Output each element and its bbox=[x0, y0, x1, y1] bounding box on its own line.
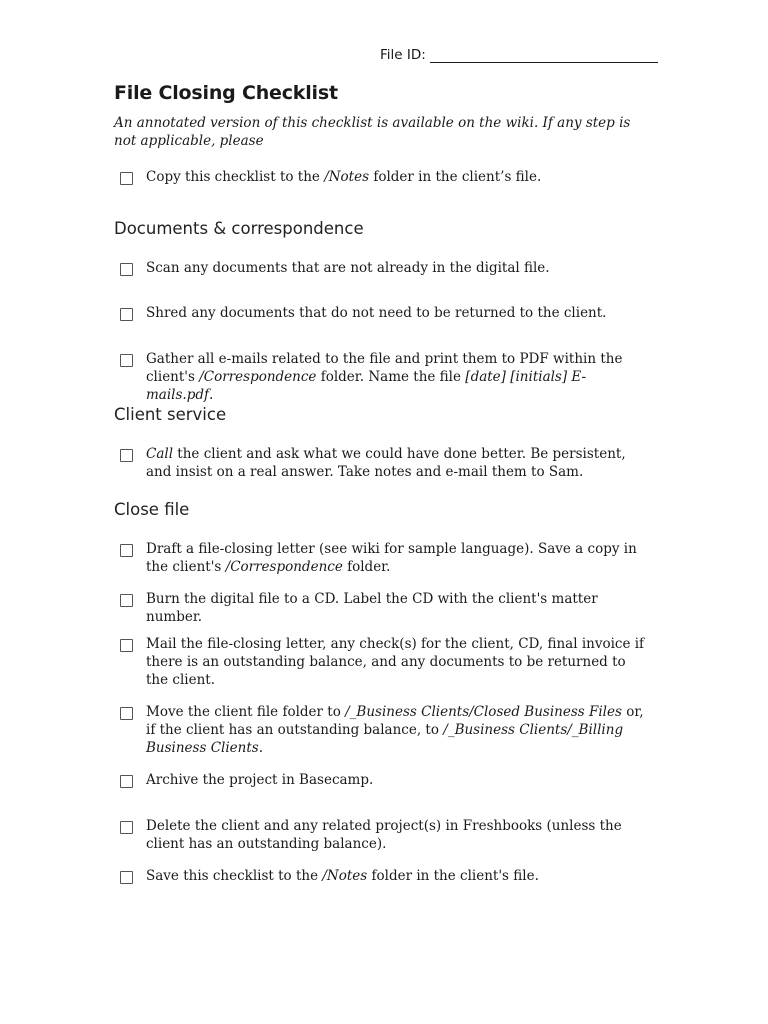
checklist-item-text: Save this checklist to the /Notes folder in the client's file. bbox=[146, 868, 539, 884]
section-heading-close-file: Close file bbox=[114, 500, 190, 519]
file-id-field bbox=[380, 47, 658, 63]
checkbox[interactable] bbox=[120, 871, 133, 884]
checklist-item-delete bbox=[120, 817, 650, 853]
checkbox[interactable] bbox=[120, 821, 133, 834]
checklist-item-copy bbox=[120, 168, 650, 186]
checkbox[interactable] bbox=[120, 172, 133, 185]
checklist-item-scan bbox=[120, 259, 650, 277]
checkbox[interactable] bbox=[120, 449, 133, 462]
checklist-item-draft bbox=[120, 540, 650, 576]
checklist-item-text: Archive the project in Basecamp. bbox=[146, 772, 374, 788]
checkbox[interactable] bbox=[120, 639, 133, 652]
checklist-item-text: Call the client and ask what we could have done better. Be persistent, and insist on a real answer. Take notes and e-mail them to Sam. bbox=[146, 446, 626, 480]
checklist-item-shred bbox=[120, 304, 650, 322]
checklist-item-save bbox=[120, 867, 650, 885]
checklist-item-text: Move the client file folder to /_Business Clients/Closed Business Files or, if the client has an outstanding balance, to /_Business Clients/_Billing Business Clients. bbox=[146, 704, 644, 756]
page-title: File Closing Checklist bbox=[114, 82, 338, 104]
checklist-item-text: Delete the client and any related project(s) in Freshbooks (unless the client has an outstanding balance). bbox=[146, 818, 622, 852]
checklist-item-gather bbox=[120, 350, 650, 404]
checkbox[interactable] bbox=[120, 354, 133, 367]
file-id-label: File ID: bbox=[380, 47, 426, 63]
checklist-item-archive bbox=[120, 771, 650, 789]
checklist-item-text: Shred any documents that do not need to be returned to the client. bbox=[146, 305, 607, 321]
file-id-blank-line bbox=[430, 48, 658, 63]
intro-text: An annotated version of this checklist is available on the wiki. If any step is not applicable, please bbox=[114, 115, 631, 149]
checklist-item-text: Copy this checklist to the /Notes folder in the client’s file. bbox=[146, 169, 542, 185]
checklist-item-text: Burn the digital file to a CD. Label the CD with the client's matter number. bbox=[146, 591, 598, 625]
checklist-item-mail bbox=[120, 635, 650, 689]
checklist-item-move bbox=[120, 703, 650, 757]
section-heading-client-service: Client service bbox=[114, 405, 227, 424]
checklist-item-burn bbox=[120, 590, 650, 626]
checkbox[interactable] bbox=[120, 308, 133, 321]
checkbox[interactable] bbox=[120, 707, 133, 720]
section-heading-documents: Documents & correspondence bbox=[114, 219, 364, 238]
checkbox[interactable] bbox=[120, 263, 133, 276]
checklist-item-text: Gather all e-mails related to the file and print them to PDF within the client's /Correspondence folder. Name the file [date] [initials] E-mails.pdf. bbox=[146, 351, 623, 403]
checklist-item-text: Mail the file-closing letter, any check(s) for the client, CD, final invoice if there is an outstanding balance, and any documents to be returned to the client. bbox=[146, 636, 645, 688]
checklist-item-text: Scan any documents that are not already in the digital file. bbox=[146, 260, 550, 276]
checkbox[interactable] bbox=[120, 594, 133, 607]
checklist-item-call bbox=[120, 445, 650, 481]
checklist-item-text: Draft a file-closing letter (see wiki for sample language). Save a copy in the client's /Correspondence folder. bbox=[146, 541, 637, 575]
checkbox[interactable] bbox=[120, 544, 133, 557]
checkbox[interactable] bbox=[120, 775, 133, 788]
